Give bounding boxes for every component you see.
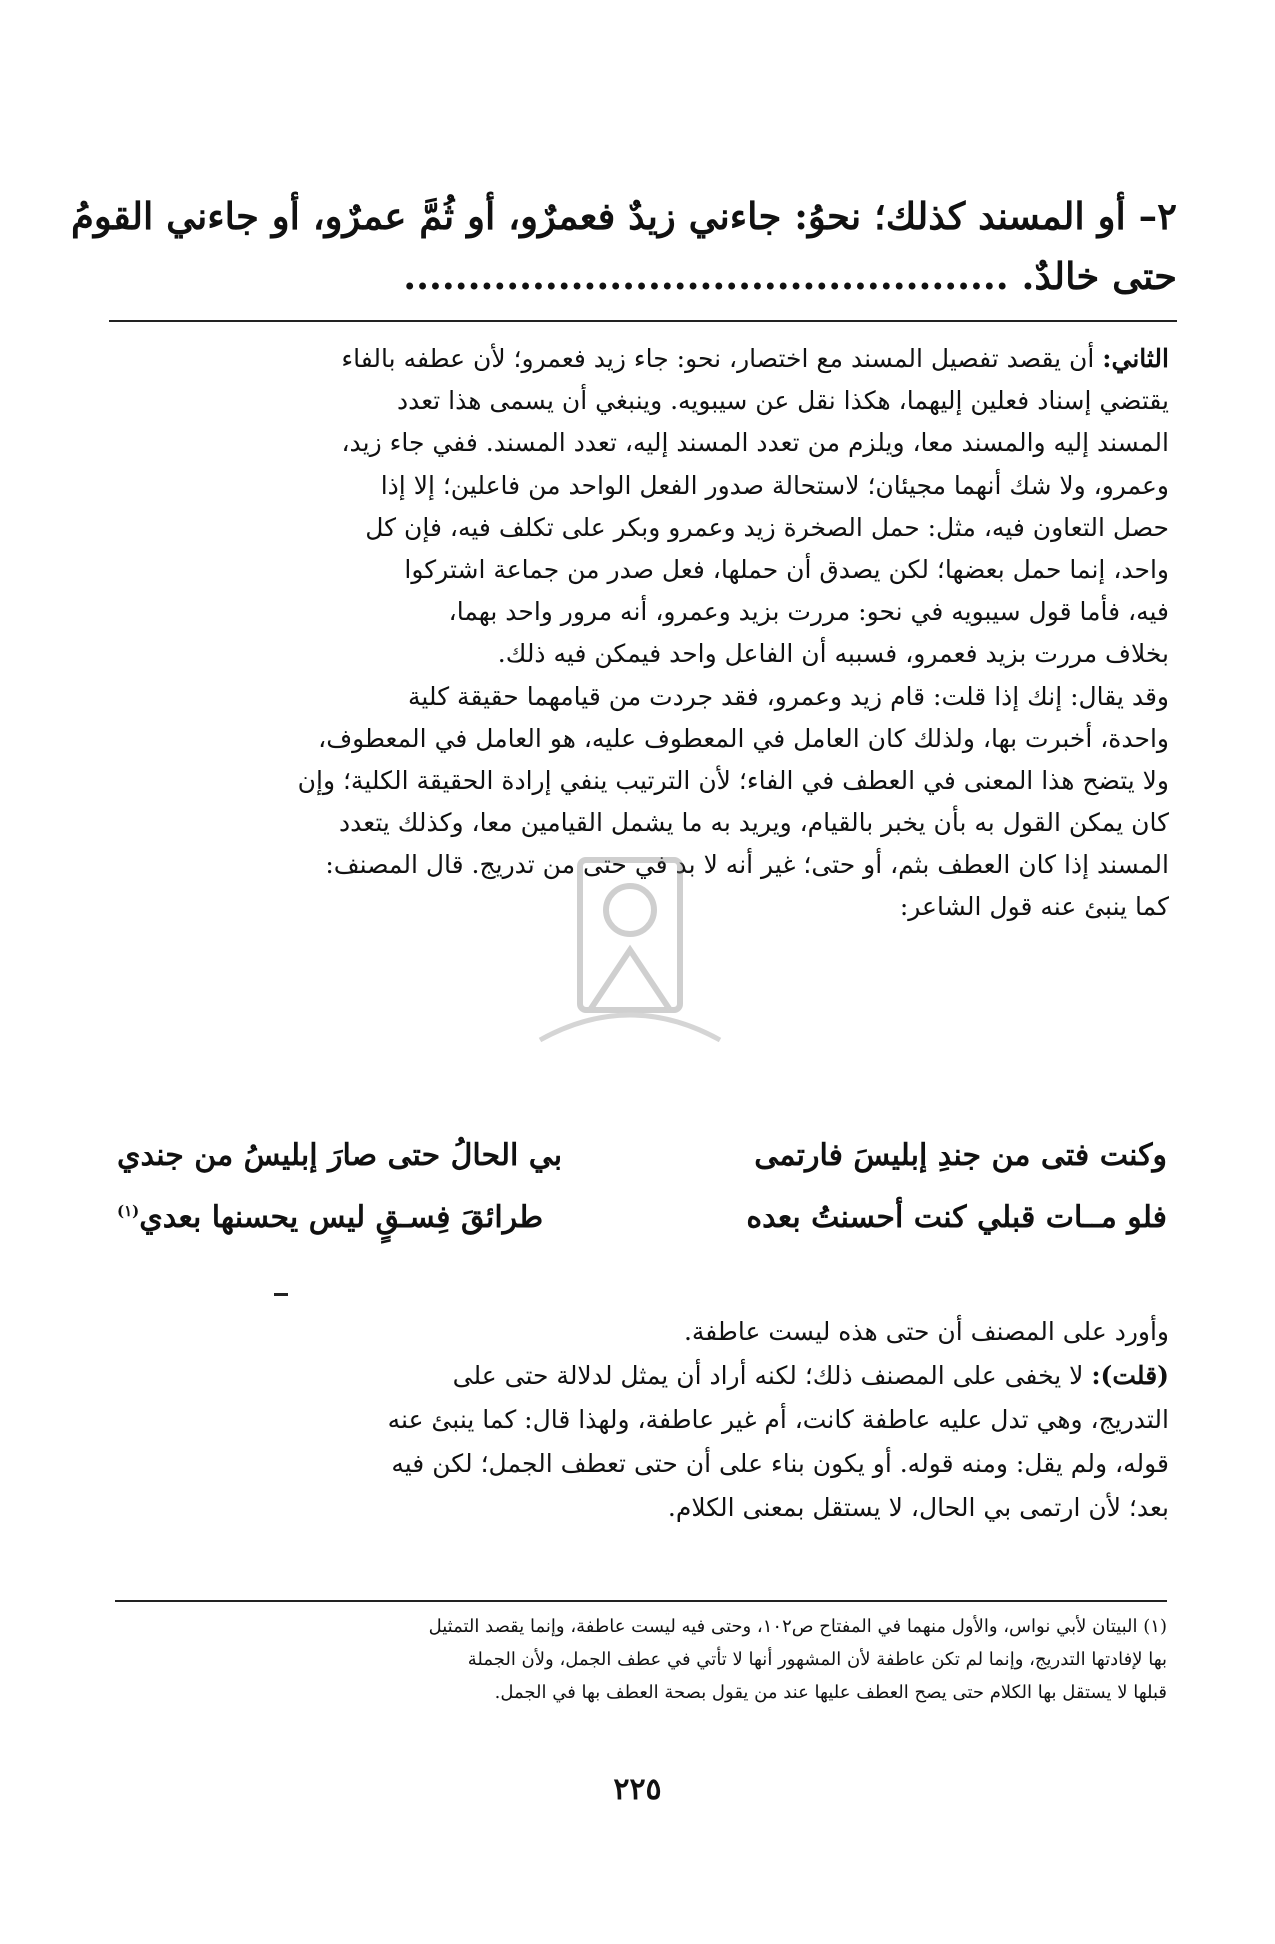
footnote — [107, 1610, 1167, 1709]
footnote-line: قبلها لا يستقل بها الكلام حتى يصح العطف عليها عند من يقول بصحة العطف بها في الجمل. — [494, 1682, 1167, 1703]
footnote-divider — [115, 1600, 1167, 1602]
commentary-line — [117, 338, 1169, 380]
commentary-line-text: لا يخفى على المصنف ذلك؛ لكنه أراد أن يمثل لدلالة حتى على — [452, 1361, 1092, 1390]
commentary-line: المسند إذا كان العطف بثم، أو حتى؛ غير أنه لا بد في حتى من تدريج. قال المصنف: — [325, 850, 1169, 880]
commentary-line: حصل التعاون فيه، مثل: حمل الصخرة زيد وعمرو وبكر على تكلف فيه، فإن كل — [365, 512, 1169, 542]
commentary-line: التدريج، وهي تدل عليه عاطفة كانت، أم غير عاطفة، ولهذا قال: كما ينبئ عنه — [387, 1405, 1169, 1434]
commentary-line: واحد، إنما حمل بعضها؛ لكن يصدق أن حملها، فعل صدر من جماعة اشتركوا — [404, 554, 1169, 584]
commentary-line: المسند إليه والمسند معا، ويلزم من تعدد المسند إليه، تعدد المسند. ففي جاء زيد، — [341, 428, 1169, 458]
commentary-line: وأورد على المصنف أن حتى هذه ليست عاطفة. — [683, 1317, 1169, 1346]
footnote-reference: (١) — [117, 1202, 140, 1220]
commentary-line-text: أن يقصد تفصيل المسند مع اختصار، نحو: جاء زيد فعمرو؛ لأن عطفه بالفاء — [341, 344, 1103, 373]
commentary-line: كان يمكن القول به بأن يخبر بالقيام، ويريد به ما يشمل القيامين معا، وكذلك يتعدد — [339, 808, 1169, 838]
qult-label: (قلت): — [1091, 1361, 1169, 1390]
footnote-line: بها لإفادتها التدريج، وإنما لم تكن عاطفة لأن المشهور أنها لا تأتي في عطف الجمل، ولأن الجملة — [467, 1649, 1167, 1670]
matn-line: ٢– أو المسند كذلك؛ نحوُ: جاءني زيدٌ فعمرٌو، أو ثُمَّ عمرٌو، أو جاءني القومُ — [70, 194, 1177, 238]
section-divider — [109, 320, 1177, 322]
verse-second-hemistich — [117, 1200, 657, 1235]
verse — [117, 1200, 1167, 1262]
verse — [117, 1138, 1167, 1200]
commentary-line: بعد؛ لأن ارتمى بي الحال، لا يستقل بمعنى الكلام. — [667, 1493, 1169, 1522]
commentary-line: كما ينبئ عنه قول الشاعر: — [899, 892, 1169, 922]
commentary-text-2 — [117, 1310, 1169, 1530]
poetry-verses — [117, 1138, 1167, 1262]
verse-first-hemistich: فلو مــات قبلي كنت أحسنتُ بعده — [746, 1200, 1167, 1235]
dash-mark — [274, 1293, 288, 1296]
commentary-line: قوله، ولم يقل: ومنه قوله. أو يكون بناء على أن حتى تعطف الجمل؛ لكن فيه — [391, 1449, 1169, 1478]
commentary-line: واحدة، أخبرت بها، ولذلك كان العامل في المعطوف عليه، هو العامل في المعطوف، — [318, 723, 1169, 753]
commentary-line: بخلاف مررت بزيد فعمرو، فسببه أن الفاعل واحد فيمكن فيه ذلك. — [497, 639, 1169, 669]
commentary-line: فيه، فأما قول سيبويه في نحو: مررت بزيد وعمرو، أنه مرور واحد بهما، — [448, 597, 1169, 627]
verse-second-text: طرائقَ فِسـقٍ ليس يحسنها بعدي — [139, 1200, 544, 1235]
commentary-line: يقتضي إسناد فعلين إليهما، هكذا نقل عن سيبويه. وينبغي أن يسمى هذا تعدد — [396, 386, 1169, 416]
lead-label: الثاني: — [1102, 344, 1169, 373]
commentary-line: وقد يقال: إنك إذا قلت: قام زيد وعمرو، فقد جردت من قيامهما حقيقة كلية — [407, 681, 1169, 711]
verse-second-hemistich: بي الحالُ حتى صارَ إبليسُ من جندي — [117, 1138, 563, 1173]
library-stamp-icon — [520, 840, 740, 1060]
matn-line: حتى خالدٌ. ............................................... — [403, 254, 1177, 298]
commentary-line: وعمرو، ولا شك أنهما مجيئان؛ لاستحالة صدور الفعل الواحد من فاعلين؛ إلا إذا — [380, 470, 1169, 500]
page-number: ٢٢٥ — [613, 1772, 662, 1807]
commentary-line: ولا يتضح هذا المعنى في العطف في الفاء؛ لأن الترتيب ينفي إرادة الحقيقة الكلية؛ وإن — [297, 765, 1169, 795]
verse-first-hemistich: وكنت فتى من جندِ إبليسَ فارتمى — [754, 1138, 1167, 1173]
commentary-line — [117, 1354, 1169, 1398]
matn-text — [70, 186, 1177, 306]
footnote-line: (١) البيتان لأبي نواس، والأول منهما في المفتاح ص١٠٢، وحتى فيه ليست عاطفة، وإنما يقصد التمثيل — [428, 1616, 1167, 1637]
